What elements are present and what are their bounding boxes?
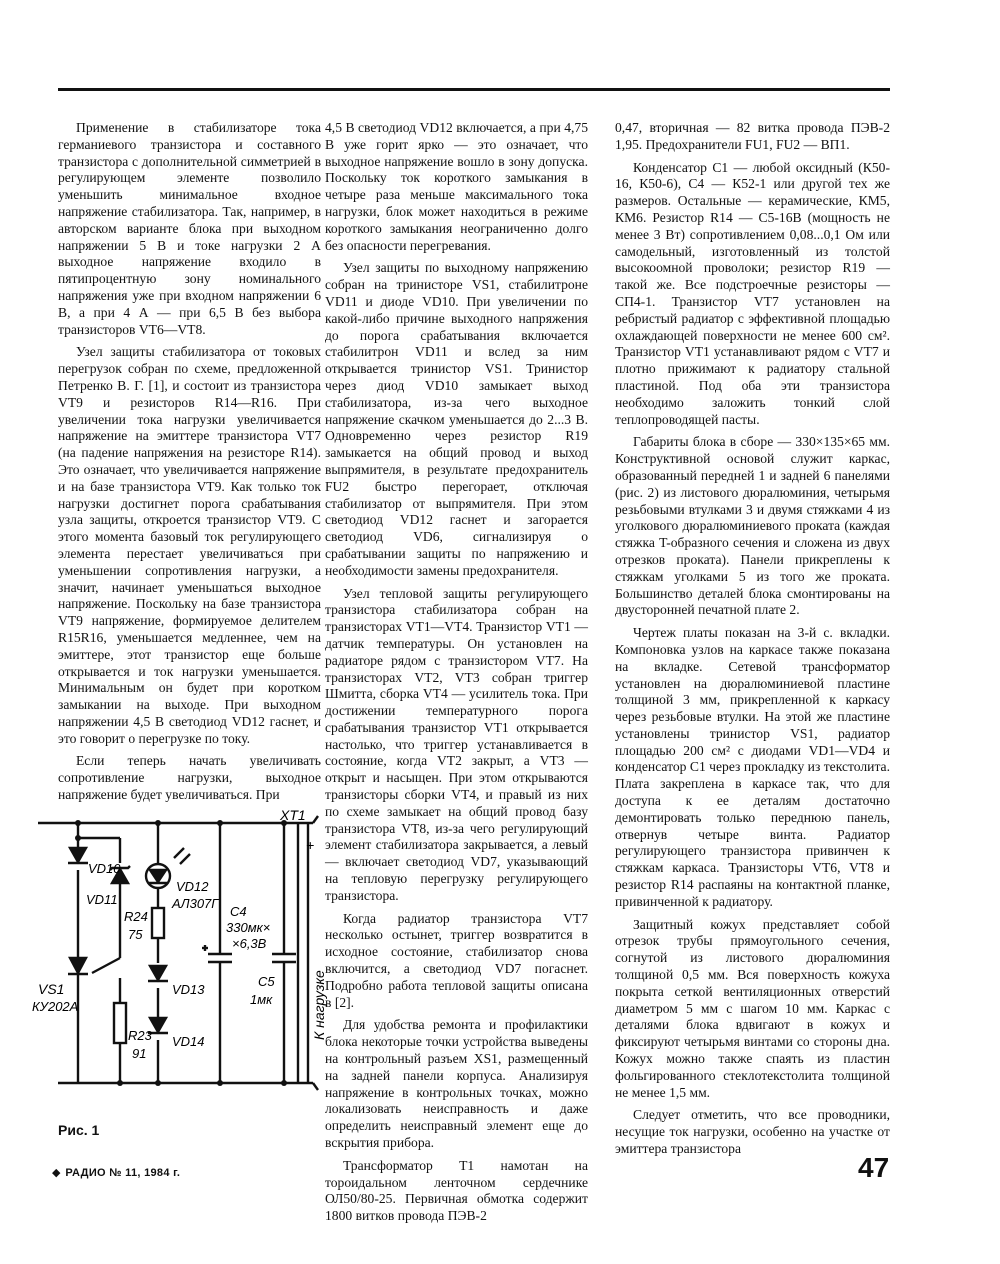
r23-value-label: 91 [132, 1046, 147, 1061]
paragraph: Следует отметить, что все проводники, несущие ток нагрузки, особенно на участке от эмиттера транзистора [615, 1107, 890, 1157]
plus-label: + [306, 837, 315, 853]
vd10-label: VD10 [88, 861, 121, 876]
vd12-label: VD12 [176, 879, 209, 894]
vs1-thyristor-symbol [68, 958, 88, 974]
page-number: 47 [858, 1152, 890, 1183]
vd11-label: VD11 [86, 892, 118, 907]
c4-value-label-1: 330мк× [226, 920, 271, 935]
text-column-2 [325, 120, 588, 1231]
r23-label: R23 [128, 1028, 152, 1043]
xt1-label: XT1 [280, 808, 306, 823]
c5-value-label: 1мк [250, 992, 273, 1007]
vs1-label: VS1 [38, 981, 65, 997]
r24-resistor-symbol [152, 908, 164, 938]
paragraph: Чертеж платы показан на 3-й с. вкладки. Компоновка узлов на каркасе также показана на вкладке. Сетевой трансформатор установлен на дюралюминиевой пластине толщиной 3 мм, прикрепленной к каркасу через резьбовые втулки. На этой же пластине установлены тринистор VS1, радиатор площадью 200 см² с диодами VD1—VD4 и конденсатор C1 через прокладку из текстолита. Плата закреплена в каркасе так, что для доступа к ее деталям достаточно демонтировать только переднюю панель, отвернув четыре винта. Радиатор регулирующего транзистора привинчен к стяжкам каркаса. Транзисторы VT6, VT8 и резистор R14 распаяны на контактной планке, привинченной к радиатору. [615, 625, 890, 909]
paragraph: Конденсатор C1 — любой оксидный (К50-16, К50-6), C4 — К52-1 или другой тех же размеров. Остальные — керамические, КМ5, КМ6. Резистор R14 — C5-16В (мощность не менее 3 Вт) сопротивлением 0,08...0,1 Ом или самодельный, изготовленный из толстой высокоомной проволоки; резистор R19 — такой же. Все подстроечные резисторы — СП4-1. Транзистор VT7 установлен на ребристый радиатор с эффективной площадью охлаждающей поверхности не менее 600 см². Транзистор VT1 устанавливают рядом с VT7 и плотно прижимают к радиатору стальной пластиной. Под оба эти транзистора необходимо заложить тонкий слой теплопроводящей пасты. [615, 159, 890, 427]
vd14-label: VD14 [172, 1034, 205, 1049]
text-column-3 [615, 120, 890, 1164]
text-column-1 [58, 120, 321, 810]
diamond-icon: ◆ [52, 1167, 61, 1179]
r24-label: R24 [124, 909, 148, 924]
schematic-drawing [28, 808, 328, 1138]
paragraph: Если теперь начать увеличивать сопротивление нагрузки, выходное напряжение будет увеличиваться. При [58, 753, 321, 803]
paragraph: Для удобства ремонта и профилактики блока некоторые точки устройства выведены на контрольный разъем XS1, размещенный на задней панели корпуса. Анализируя напряжение в контрольных точках, можно локализовать неисправность и даже определить неисправный элемент еще до вскрытия прибора. [325, 1017, 588, 1151]
paragraph: Когда радиатор транзистора VT7 несколько остынет, триггер возвратится в исходное состояние, стабилизатор снова включится, а светодиод VD7 погаснет. Подробно работа тепловой защиты описана в [2]. [325, 910, 588, 1010]
vd12-type-label: АЛ307Г [172, 896, 219, 911]
c5-capacitor-symbol [272, 954, 296, 962]
load-label: К нагрузке [311, 970, 327, 1040]
c4-capacitor-symbol [202, 945, 232, 962]
paragraph: Применение в стабилизаторе тока германиевого транзистора и составного транзистора с дополнительной симметрией в регулирующем элементе позволило уменьшить минимальное входное напряжение стабилизатора. Так, например, в авторском варианте блока при выходном напряжении 5 В и токе нагрузки 2 А выходное напряжение входило в пятипроцентную зону номинального напряжения уже при входном напряжении 6 В, а при 4 А — при 6,5 В без выбора транзисторов VT6—VT8. [58, 120, 321, 337]
top-rule [58, 88, 890, 91]
paragraph: 4,5 В светодиод VD12 включается, а при 4,75 В уже горит ярко — это означает, что выходное напряжение вошло в зону допуска. Поскольку ток короткого замыкания в четыре раза меньше максимального тока нагрузки, блок может находиться в режиме короткого замыкания неограниченно долго без опасности перегревания. [325, 120, 588, 253]
magazine-issue: РАДИО № 11, 1984 г. [65, 1167, 181, 1179]
circuit-schematic [28, 808, 328, 1138]
paragraph: Узел тепловой защиты регулирующего транзистора стабилизатора собран на транзисторах VT1—VT4. Транзистор VT1 — датчик температуры. Он установлен на радиаторе рядом с транзистором VT7. На транзисторах VT2, VT3 собран триггер Шмитта, сборка VT4 — усилитель тока. При достижении температурного порога срабатывания транзистор VT1 открывается настолько, что триггер устанавливается в состояние, когда VT2 закрыт, а VT3 — открыт и насыщен. При этом открываются транзисторы сборки VT4, и правый из них по схеме замыкает на общий провод базу транзистора VT8, из-за чего регулирующий элемент стабилизатора закрывается, а левый — включает светодиод VD7, указывающий на тепловую перегрузку регулирующего транзистора. [325, 585, 588, 903]
figure-caption: Рис. 1 [58, 1122, 100, 1138]
vd13-diode-symbol [148, 966, 168, 981]
c4-label: C4 [230, 904, 247, 919]
paragraph: Габариты блока в сборе — 330×135×65 мм. Конструктивной основой служит каркас, образованный передней 1 и задней 6 панелями (рис. 2) из листового дюралюминия, четырьмя резьбовыми втулками 3 и двумя стяжками 4 из уголкового дюралюминиевого проката (каждая стяжка T-образного сечения и сложена из двух отрезков проката). Панели прикреплены к стяжкам уголками 5 из того же проката. Большинство деталей блока смонтированы на двусторонней печатной плате 2. [615, 434, 890, 618]
paragraph: Узел защиты стабилизатора от токовых перегрузок собран по схеме, предложенной Петренко В. Г. [1], и состоит из транзистора VT9 и резисторов R14—R16. При увеличении тока нагрузки увеличивается напряжение на эмиттере транзистора VT7 (на падение напряжения на резисторе R14). Это означает, что увеличивается напряжение и на базе транзистора VT9. Как только ток нагрузки достигнет порога срабатывания узла защиты, откроется транзистор VT9. С этого момента базовый ток регулирующего элемента перестает увеличиваться при уменьшении сопротивления нагрузки, а значит, начинает уменьшаться выходное напряжение. Поскольку на базе транзистора VT9 напряжение, формируемое делителем R15R16, уменьшается медленнее, чем на эмиттере, этот транзистор еще больше открывается и ток нагрузки уменьшается. Минимальным он будет при коротком замыкании на выходе. При выходном напряжении 4,5 В светодиод VD12 гаснет, и это говорит о перегрузке по току. [58, 344, 321, 746]
paragraph: 0,47, вторичная — 82 витка провода ПЭВ-2 1,95. Предохранители FU1, FU2 — ВП1. [615, 120, 890, 152]
paragraph: Узел защиты по выходному напряжению собран на тринисторе VS1, стабилитроне VD11 и диоде VD10. При увеличении по какой-либо причине выходного напряжения до порога срабатывания включается стабилитрон VD11 и вслед за ним открывается тринистор VS1. Тринистор через диод VD10 замыкает выход стабилизатора, из-за чего выходное напряжение скачком уменьшается до 2...3 В. Одновременно через резистор R19 замыкается на общий провод и выход выпрямителя, в результате предохранитель FU2 быстро перегорает, отключая стабилизатор от выпрямителя. При этом светодиод VD12 гаснет и загорается светодиод VD6, сигнализируя о срабатывании защиты по напряжению и необходимости замены предохранителя. [325, 260, 588, 578]
vd10-diode-symbol [68, 848, 88, 863]
c4-value-label-2: ×6,3В [232, 936, 267, 951]
paragraph: Защитный кожух представляет собой отрезок трубы прямоугольного сечения, согнутой из листового дюралюминия толщиной 0,5 мм. Вся поверхность кожуха покрыта сеткой вентиляционных отверстий диаметром 5 мм с шагом 10 мм. Каркас с деталями блока вдвигают в кожух и фиксируют четырьмя винтами со стороны дна. Кожух можно также спаять из пластин фольгированного стеклотекстолита толщиной не менее 1,5 мм. [615, 916, 890, 1100]
vd13-label: VD13 [172, 982, 205, 997]
r24-value-label: 75 [128, 927, 143, 942]
r23-resistor-symbol [114, 1003, 126, 1043]
vs1-type-label: КУ202А [32, 999, 79, 1014]
footer-citation [52, 1166, 180, 1179]
c5-label: C5 [258, 974, 275, 989]
paragraph: Трансформатор T1 намотан на тороидальном ленточном сердечнике ОЛ50/80-25. Первичная обмотка содержит 1800 витков провода ПЭВ-2 [325, 1157, 588, 1224]
